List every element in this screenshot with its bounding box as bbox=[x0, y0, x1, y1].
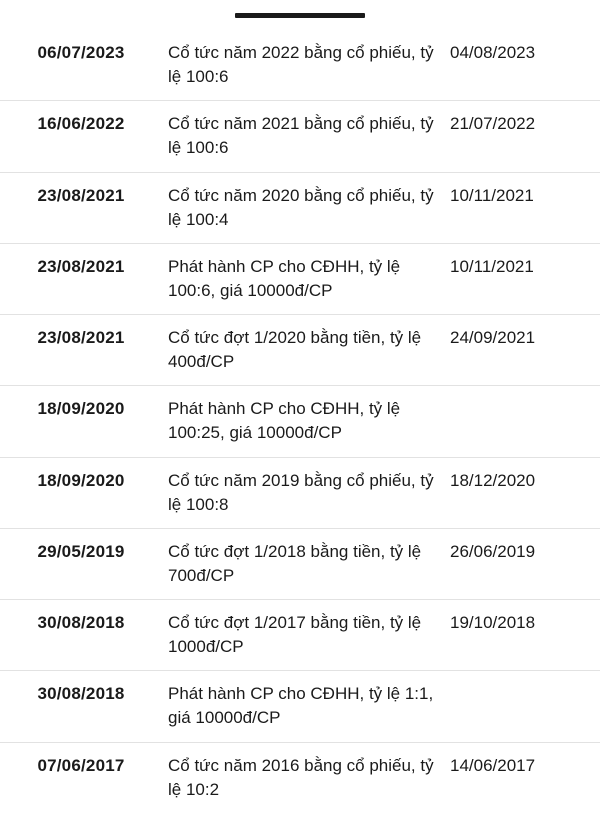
table-row[interactable] bbox=[0, 172, 600, 243]
row-date: 30/08/2018 bbox=[37, 684, 125, 704]
row-description: Phát hành CP cho CĐHH, tỷ lệ 100:6, giá 10000đ/CP bbox=[168, 256, 401, 300]
row-execution-date: 10/11/2021 bbox=[450, 256, 534, 276]
row-execution-date: 04/08/2023 bbox=[450, 43, 536, 62]
table-row[interactable] bbox=[0, 30, 600, 101]
top-divider-container bbox=[0, 0, 600, 30]
row-execution-date: 10/11/2021 bbox=[450, 185, 534, 205]
row-execution-date bbox=[444, 386, 600, 457]
table-row[interactable] bbox=[0, 671, 600, 742]
row-description: Cổ tức năm 2016 bằng cổ phiếu, tỷ lệ 10:2 bbox=[168, 755, 434, 799]
row-description: Cổ tức đợt 1/2020 bằng tiền, tỷ lệ 400đ/CP bbox=[168, 328, 422, 372]
row-date: 30/08/2018 bbox=[37, 613, 125, 632]
dividend-events-body bbox=[0, 30, 600, 813]
table-row[interactable] bbox=[0, 101, 600, 172]
row-execution-date: 18/12/2020 bbox=[450, 470, 536, 490]
table-row[interactable] bbox=[0, 386, 600, 457]
dividend-events-table bbox=[0, 30, 600, 813]
row-execution-date: 19/10/2018 bbox=[450, 613, 536, 632]
row-description: Cổ tức đợt 1/2017 bằng tiền, tỷ lệ 1000đ/CP bbox=[168, 613, 422, 657]
row-date: 23/08/2021 bbox=[37, 328, 125, 347]
row-date: 18/09/2020 bbox=[37, 470, 125, 490]
table-row[interactable] bbox=[0, 600, 600, 671]
row-description: Cổ tức đợt 1/2018 bằng tiền, tỷ lệ 700đ/CP bbox=[168, 541, 422, 585]
row-execution-date: 24/09/2021 bbox=[450, 328, 536, 347]
table-row[interactable] bbox=[0, 528, 600, 599]
row-description: Cổ tức năm 2019 bằng cổ phiếu, tỷ lệ 100:8 bbox=[168, 470, 434, 514]
row-date: 23/08/2021 bbox=[37, 256, 125, 276]
table-row[interactable] bbox=[0, 457, 600, 528]
row-date: 06/07/2023 bbox=[37, 43, 125, 62]
row-description: Phát hành CP cho CĐHH, tỷ lệ 1:1, giá 10000đ/CP bbox=[168, 684, 434, 728]
row-date: 29/05/2019 bbox=[37, 541, 125, 561]
table-row[interactable] bbox=[0, 243, 600, 314]
row-date: 07/06/2017 bbox=[37, 755, 125, 775]
row-description: Phát hành CP cho CĐHH, tỷ lệ 100:25, giá 10000đ/CP bbox=[168, 399, 401, 443]
row-execution-date: 14/06/2017 bbox=[450, 755, 536, 775]
table-row[interactable] bbox=[0, 315, 600, 386]
row-execution-date: 26/06/2019 bbox=[450, 541, 536, 561]
row-description: Cổ tức năm 2021 bằng cổ phiếu, tỷ lệ 100:6 bbox=[168, 114, 434, 158]
row-date: 16/06/2022 bbox=[37, 114, 125, 134]
row-execution-date: 21/07/2022 bbox=[450, 114, 536, 134]
row-execution-date bbox=[444, 671, 600, 742]
row-description: Cổ tức năm 2020 bằng cổ phiếu, tỷ lệ 100:4 bbox=[168, 185, 434, 229]
top-divider bbox=[235, 13, 365, 18]
table-row[interactable] bbox=[0, 742, 600, 813]
row-description: Cổ tức năm 2022 bằng cổ phiếu, tỷ lệ 100:6 bbox=[168, 43, 434, 87]
row-date: 18/09/2020 bbox=[37, 399, 125, 419]
row-date: 23/08/2021 bbox=[37, 185, 125, 205]
